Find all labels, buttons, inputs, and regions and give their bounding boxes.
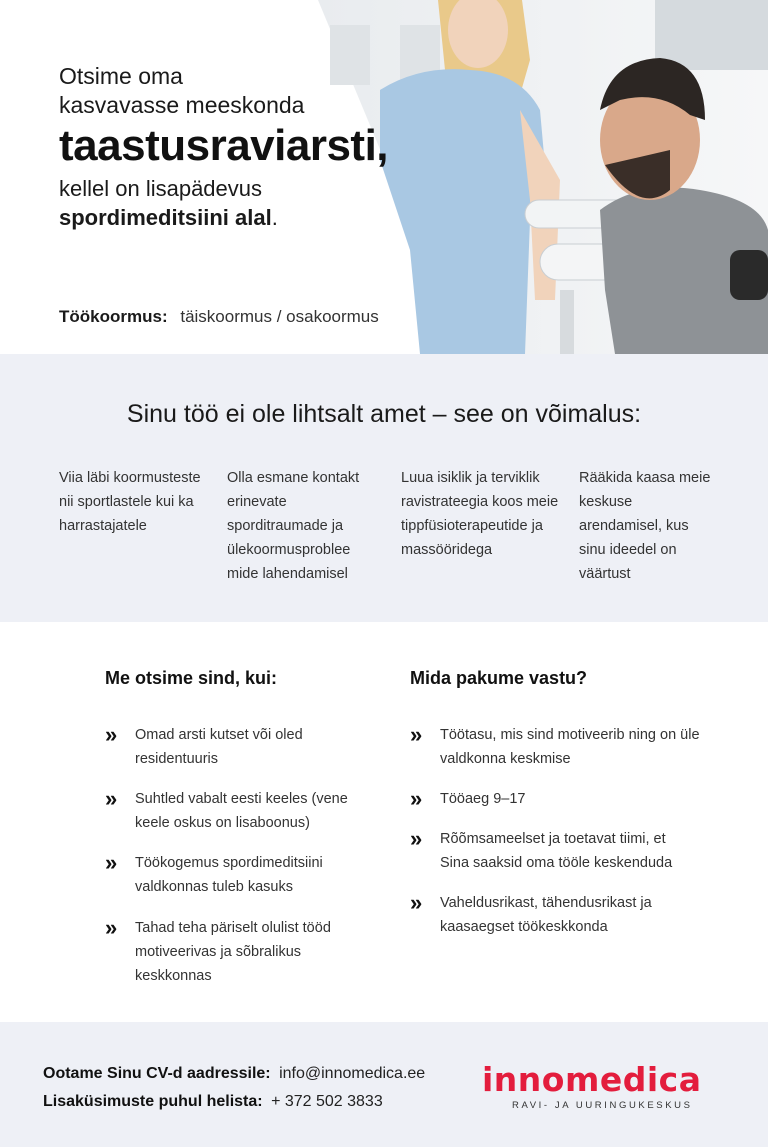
chevron-right-icon: » [105,722,118,747]
cv-line [43,1060,425,1088]
list-item-text: Suhtled vabalt eesti keeles (vene keele oskus on lisaboonus) [135,791,348,831]
contact-info [43,1060,425,1116]
opportunity-item: Viia läbi koormusteste nii sportlastele kui ka harrastajatele [59,470,201,534]
offer-list [410,668,710,935]
list-item [105,851,365,899]
chevron-right-icon: » [410,786,423,811]
chevron-right-icon: » [410,826,423,851]
chevron-right-icon: » [410,890,423,915]
workload-value: täiskoormus / osakoormus [180,307,379,326]
specialty-text: spordimeditsiini alal [59,205,272,230]
opportunity-item: Luua isiklik ja terviklik ravistrateegia koos meie tippfüsioterapeutide ja massööridega [401,470,559,558]
offer-title: Mida pakume vastu? [410,668,588,688]
logo-wordmark: innomedica [482,1060,702,1099]
intro-line: Otsime oma [59,63,183,89]
opportunity-section [0,354,768,622]
cv-label: Ootame Sinu CV-d aadressile: [43,1065,271,1082]
phone-line [43,1088,425,1116]
phone-link[interactable]: + 372 502 3833 [271,1093,383,1110]
phone-label: Lisaküsimuste puhul helista: [43,1093,263,1110]
list-item [105,916,335,988]
list-item [410,723,710,771]
opportunity-item: Olla esmane kontakt erinevate sporditraumade ja ülekoormusproblee mide lahendamisel [227,470,360,582]
hero-section [0,0,768,354]
job-title: taastusraviarsti, [59,121,389,170]
specialty-period: . [271,205,278,230]
opportunity-item: Rääkida kaasa meie keskuse arendamisel, kus sinu ideedel on väärtust [579,470,711,582]
list-item-text: Rõõmsameelset ja toetavat tiimi, et Sina saaksid oma tööle keskenduda [440,831,673,871]
list-item-text: Vaheldusrikast, tähendusrikast ja kaasaegset töökeskkonda [440,895,652,935]
lists-section [0,622,768,1022]
innomedica-logo [482,1062,712,1117]
list-item [410,827,680,875]
workload [59,307,379,327]
specialty [59,203,479,233]
list-item-text: Töötasu, mis sind motiveerib ning on üle valdkonna keskmise [440,727,700,767]
list-item-text: Omad arsti kutset või oled residentuuris [135,727,303,767]
chevron-right-icon: » [410,722,423,747]
intro-line: kasvavasse meeskonda [59,92,305,118]
workload-label: Töökoormus: [59,307,168,326]
list-item [410,891,660,939]
chevron-right-icon: » [105,786,118,811]
hero-headline [59,62,479,233]
chevron-right-icon: » [105,915,118,940]
logo-tagline: RAVI- JA UURINGUKESKUS [512,1100,693,1111]
requirements-list [105,668,365,984]
list-item-text: Tahad teha päriselt olulist tööd motiveerivas ja sõbralikus keskkonnas [135,920,331,984]
job-subtitle: kellel on lisapädevus [59,176,263,201]
footer [0,1022,768,1147]
chevron-right-icon: » [105,850,118,875]
list-item [105,723,365,771]
requirements-title: Me otsime sind, kui: [105,668,278,688]
list-item-text: Töökogemus spordimeditsiini valdkonnas tuleb kasuks [135,855,323,895]
list-item-text: Tööaeg 9–17 [440,791,526,807]
opportunity-title: Sinu töö ei ole lihtsalt amet – see on võimalus: [126,400,642,428]
list-item [410,787,710,811]
email-link[interactable]: info@innomedica.ee [279,1065,426,1082]
list-item [105,787,365,835]
